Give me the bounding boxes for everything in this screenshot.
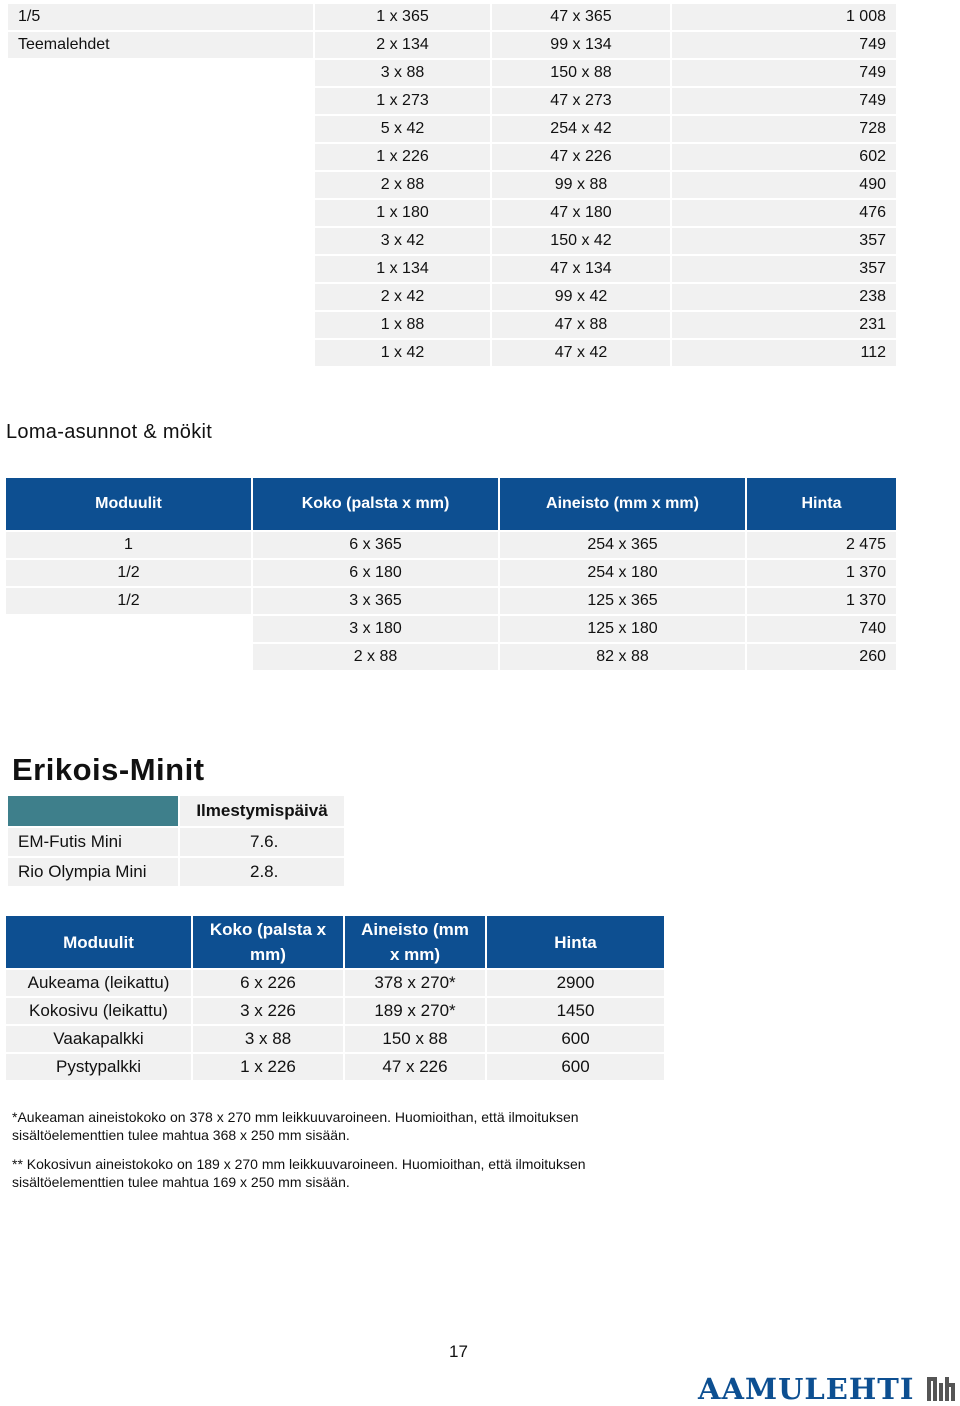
table-cell: Pystypalkki <box>6 1054 191 1080</box>
table-cell <box>8 228 313 254</box>
table-row <box>8 200 896 226</box>
table-cell: 7.6. <box>180 828 344 856</box>
table-cell: 6 x 365 <box>253 532 498 558</box>
header-aineisto: Aineisto (mm x mm) <box>500 478 745 530</box>
table-cell: 357 <box>672 228 896 254</box>
table-cell <box>8 200 313 226</box>
header-aineisto: Aineisto (mm x mm) <box>345 916 485 968</box>
table-cell: 1/2 <box>6 560 251 586</box>
table-cell: 3 x 42 <box>315 228 490 254</box>
table-cell: 1 x 134 <box>315 256 490 282</box>
table-row <box>6 1054 664 1080</box>
table-cell <box>8 144 313 170</box>
table-row <box>8 256 896 282</box>
price-table-loma <box>4 476 898 672</box>
price-table-1 <box>6 2 898 368</box>
table-cell: 47 x 365 <box>492 4 670 30</box>
table-cell <box>6 616 251 642</box>
release-date-table-body <box>8 828 344 886</box>
table-cell: 490 <box>672 172 896 198</box>
table-cell: 47 x 180 <box>492 200 670 226</box>
table-cell: 254 x 365 <box>500 532 745 558</box>
table-cell: Rio Olympia Mini <box>8 858 178 886</box>
table-cell: 749 <box>672 88 896 114</box>
table-row <box>6 588 896 614</box>
section-title-loma: Loma-asunnot & mökit <box>6 421 213 443</box>
table-cell: 238 <box>672 284 896 310</box>
table-cell: 1/2 <box>6 588 251 614</box>
table-cell: EM-Futis Mini <box>8 828 178 856</box>
section-title-erikois: Erikois-Minit <box>12 752 205 787</box>
header-koko: Koko (palsta x mm) <box>193 916 343 968</box>
table-cell: 6 x 180 <box>253 560 498 586</box>
table-cell: 260 <box>747 644 896 670</box>
table-cell: 740 <box>747 616 896 642</box>
table-cell: 1450 <box>487 998 664 1024</box>
price-table-erikois <box>4 914 666 1082</box>
table-cell: 3 x 365 <box>253 588 498 614</box>
table-cell: 6 x 226 <box>193 970 343 996</box>
table-cell: 2 x 134 <box>315 32 490 58</box>
footnote-kokosivu: ** Kokosivun aineistokoko on 189 x 270 mm leikkuuvaroineen. Huomioithan, että ilmoituksen sisältöelementtien tulee mahtua 169 x 250 mm sisään. <box>12 1156 586 1190</box>
table-cell: 150 x 88 <box>492 60 670 86</box>
table-row <box>8 284 896 310</box>
table-cell: 231 <box>672 312 896 338</box>
table-cell <box>6 644 251 670</box>
header-koko: Koko (palsta x mm) <box>253 478 498 530</box>
table-cell: 1 x 180 <box>315 200 490 226</box>
table-cell: 1 x 365 <box>315 4 490 30</box>
table-cell: 602 <box>672 144 896 170</box>
table-cell: 47 x 88 <box>492 312 670 338</box>
table-cell: 2 x 42 <box>315 284 490 310</box>
table-cell: 125 x 180 <box>500 616 745 642</box>
table-cell: 150 x 42 <box>492 228 670 254</box>
header-row <box>8 796 344 826</box>
table-cell: Vaakapalkki <box>6 1026 191 1052</box>
release-date-table <box>6 794 346 888</box>
table-cell <box>8 256 313 282</box>
table-cell: 1 <box>6 532 251 558</box>
table-cell <box>8 60 313 86</box>
table-cell: 112 <box>672 340 896 366</box>
table-row <box>8 4 896 30</box>
header-row <box>6 478 896 530</box>
table-cell: 1 370 <box>747 588 896 614</box>
table-cell: 189 x 270* <box>345 998 485 1024</box>
table-cell: 47 x 226 <box>345 1054 485 1080</box>
table-cell: 2 x 88 <box>253 644 498 670</box>
header-spacer <box>8 796 178 826</box>
table-cell: 99 x 42 <box>492 284 670 310</box>
header-hinta: Hinta <box>487 916 664 968</box>
table-cell: 150 x 88 <box>345 1026 485 1052</box>
table-row <box>8 312 896 338</box>
table-row <box>8 228 896 254</box>
table-cell: 47 x 226 <box>492 144 670 170</box>
table-cell: Kokosivu (leikattu) <box>6 998 191 1024</box>
table-row <box>8 88 896 114</box>
table-cell: 3 x 88 <box>193 1026 343 1052</box>
table-cell: Teemalehdet <box>8 32 313 58</box>
table-cell: 47 x 273 <box>492 88 670 114</box>
table-cell: 749 <box>672 60 896 86</box>
table-row <box>6 1026 664 1052</box>
table-row <box>8 858 344 886</box>
table-cell <box>8 116 313 142</box>
table-cell: 47 x 134 <box>492 256 670 282</box>
table-cell: 1/5 <box>8 4 313 30</box>
page-number: 17 <box>449 1342 468 1361</box>
table-cell <box>8 284 313 310</box>
table-cell: 476 <box>672 200 896 226</box>
table-cell: 378 x 270* <box>345 970 485 996</box>
footnote-aukeama: *Aukeaman aineistokoko on 378 x 270 mm leikkuuvaroineen. Huomioithan, että ilmoituksen sisältöelementtien tulee mahtua 368 x 250 mm sisään. <box>12 1109 579 1143</box>
price-table-1-body <box>8 4 896 366</box>
table-cell: 2900 <box>487 970 664 996</box>
table-cell: 3 x 88 <box>315 60 490 86</box>
table-cell: 99 x 134 <box>492 32 670 58</box>
header-moduulit: Moduulit <box>6 478 251 530</box>
table-row <box>6 560 896 586</box>
table-cell: 357 <box>672 256 896 282</box>
table-cell: 1 x 88 <box>315 312 490 338</box>
table-row <box>8 172 896 198</box>
table-cell: Aukeama (leikattu) <box>6 970 191 996</box>
table-cell: 3 x 226 <box>193 998 343 1024</box>
table-cell: 1 x 42 <box>315 340 490 366</box>
table-cell: 99 x 88 <box>492 172 670 198</box>
header-ilmestymispaiva: Ilmestymispäivä <box>180 796 344 826</box>
header-hinta: Hinta <box>747 478 896 530</box>
table-row <box>6 616 896 642</box>
header-row <box>6 916 664 968</box>
table-row <box>6 644 896 670</box>
table-cell: 3 x 180 <box>253 616 498 642</box>
table-cell: 600 <box>487 1054 664 1080</box>
table-cell: 125 x 365 <box>500 588 745 614</box>
table-cell: 1 x 273 <box>315 88 490 114</box>
price-table-loma-body <box>6 532 896 670</box>
table-cell: 728 <box>672 116 896 142</box>
table-cell: 600 <box>487 1026 664 1052</box>
table-cell: 1 x 226 <box>315 144 490 170</box>
table-cell: 2 475 <box>747 532 896 558</box>
table-cell: 1 370 <box>747 560 896 586</box>
table-row <box>8 60 896 86</box>
table-row <box>8 828 344 856</box>
table-cell: 749 <box>672 32 896 58</box>
table-row <box>8 116 896 142</box>
table-cell <box>8 88 313 114</box>
table-cell: 254 x 42 <box>492 116 670 142</box>
table-row <box>6 970 664 996</box>
table-cell: 47 x 42 <box>492 340 670 366</box>
table-cell: 2 x 88 <box>315 172 490 198</box>
table-cell: 1 x 226 <box>193 1054 343 1080</box>
table-row <box>6 532 896 558</box>
table-cell <box>8 172 313 198</box>
table-cell <box>8 312 313 338</box>
table-cell: 254 x 180 <box>500 560 745 586</box>
table-row <box>8 32 896 58</box>
alma-logo-icon <box>926 1374 956 1404</box>
table-cell: 1 008 <box>672 4 896 30</box>
table-row <box>6 998 664 1024</box>
table-cell: 2.8. <box>180 858 344 886</box>
table-cell: 5 x 42 <box>315 116 490 142</box>
aamulehti-logo: AAMULEHTI <box>698 1372 915 1406</box>
table-cell: 82 x 88 <box>500 644 745 670</box>
table-cell <box>8 340 313 366</box>
price-table-erikois-body <box>6 970 664 1080</box>
table-row <box>8 144 896 170</box>
table-row <box>8 340 896 366</box>
header-moduulit: Moduulit <box>6 916 191 968</box>
